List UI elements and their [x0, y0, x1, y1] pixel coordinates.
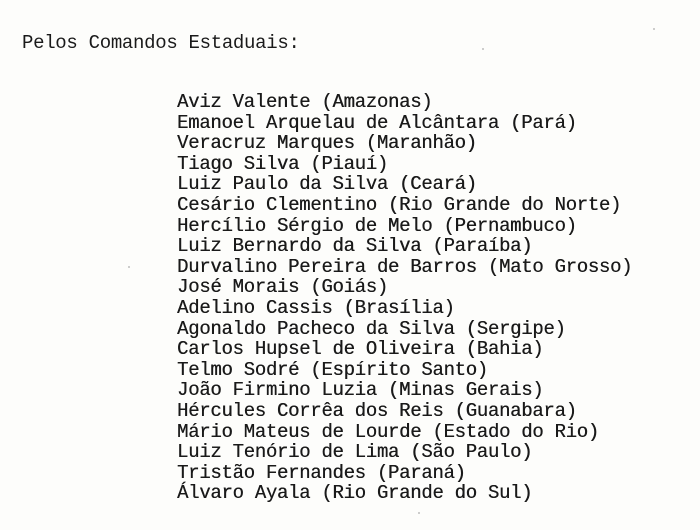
list-item: Aviz Valente (Amazonas)	[177, 91, 433, 113]
list-item: Álvaro Ayala (Rio Grande do Sul)	[177, 482, 533, 505]
paper-speck	[482, 48, 484, 50]
list-item: Durvalino Pereira de Barros (Mato Grosso)	[177, 255, 633, 278]
list-item: Luiz Bernardo da Silva (Paraíba)	[177, 235, 533, 258]
list-item: Adelino Cassis (Brasília)	[177, 296, 455, 319]
state-commands-list	[177, 92, 632, 504]
list-item: Agonaldo Pacheco da Silva (Sergipe)	[177, 317, 566, 340]
list-item: Hercílio Sérgio de Melo (Pernambuco)	[177, 214, 577, 237]
list-item: Emanoel Arquelau de Alcântara (Pará)	[177, 111, 577, 134]
paper-speck	[653, 28, 655, 30]
list-item: Carlos Hupsel de Oliveira (Bahia)	[177, 338, 544, 361]
paper-speck	[418, 512, 420, 514]
section-heading: Pelos Comandos Estaduais:	[22, 32, 300, 54]
list-item: Hércules Corrêa dos Reis (Guanabara)	[177, 399, 577, 422]
list-item: Cesário Clementino (Rio Grande do Norte)	[177, 193, 622, 216]
list-item: Tiago Silva (Piauí)	[177, 152, 388, 175]
list-item: Telmo Sodré (Espírito Santo)	[177, 358, 488, 381]
list-item: Mário Mateus de Lourde (Estado do Rio)	[177, 420, 599, 443]
list-item: Luiz Tenório de Lima (São Paulo)	[177, 441, 533, 464]
list-item: Tristão Fernandes (Paraná)	[177, 461, 466, 484]
list-item: Veracruz Marques (Maranhão)	[177, 132, 477, 155]
list-item: João Firmino Luzia (Minas Gerais)	[177, 379, 544, 402]
list-item: Luiz Paulo da Silva (Ceará)	[177, 173, 477, 196]
paper-speck	[128, 266, 130, 268]
list-item: José Morais (Goiás)	[177, 276, 388, 299]
